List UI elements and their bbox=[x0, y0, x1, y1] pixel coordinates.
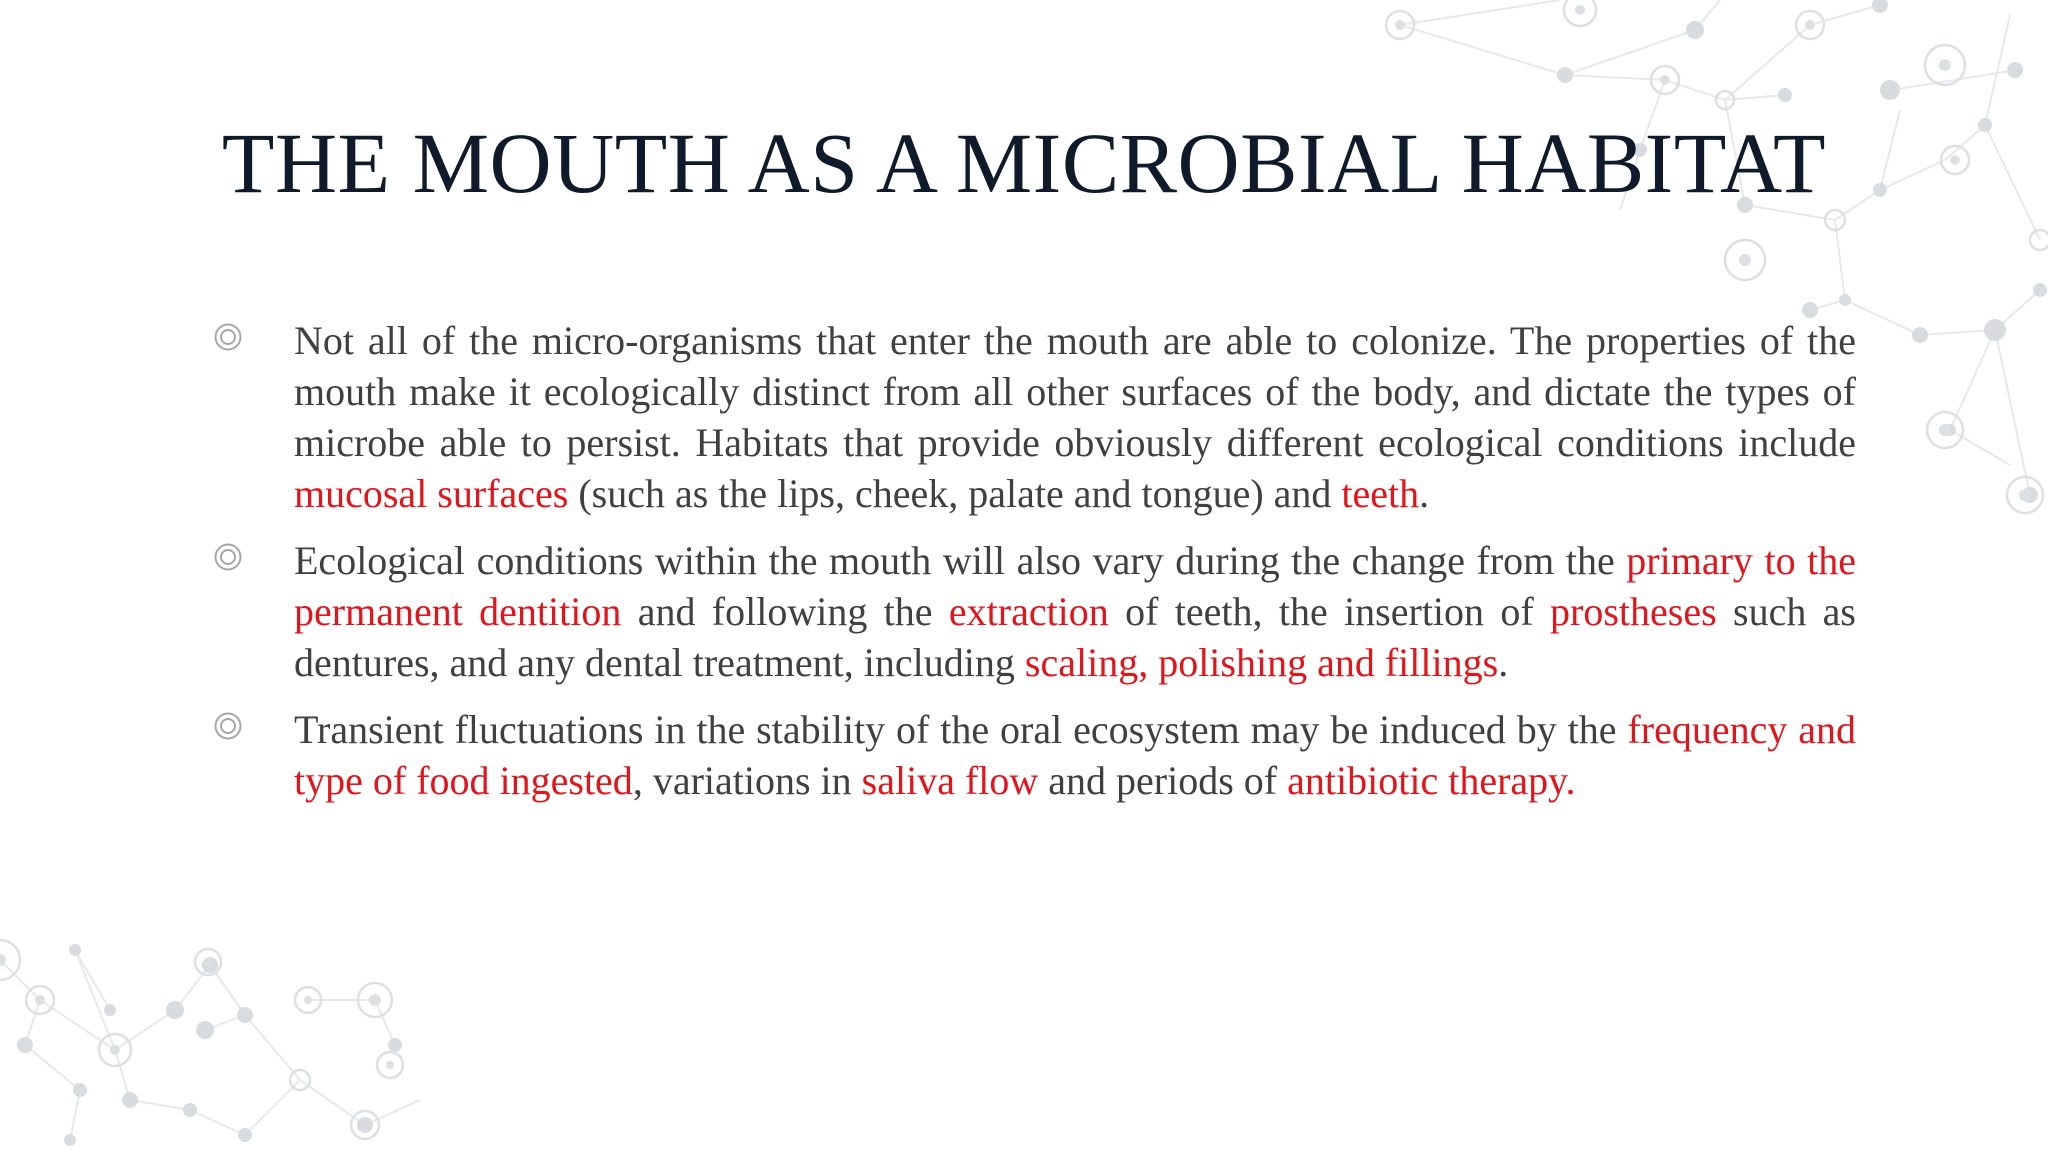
slide-title: THE MOUTH AS A MICROBIAL HABITAT bbox=[221, 115, 1827, 211]
bullet-text-segment: Ecological conditions within the mouth will also vary during the change from the bbox=[294, 538, 1627, 583]
bullet-text-segment: Transient fluctuations in the stability of the oral ecosystem may be induced by the bbox=[294, 707, 1628, 752]
highlight-text: extraction bbox=[948, 589, 1109, 634]
highlight-text: antibiotic therapy. bbox=[1287, 758, 1576, 803]
highlight-text: frequency and type of food ingested bbox=[294, 707, 1857, 803]
bullet-text-segment: of teeth, the insertion of bbox=[1108, 589, 1551, 634]
highlight-text: prostheses bbox=[1550, 589, 1717, 634]
highlight-text: scaling, polishing and fillings bbox=[1024, 640, 1499, 685]
highlight-text: teeth bbox=[1341, 471, 1420, 516]
double-circle-icon bbox=[214, 543, 242, 571]
double-circle-icon bbox=[214, 323, 242, 351]
bullet-text-segment: (such as the lips, cheek, palate and tongue) and bbox=[568, 471, 1342, 516]
bullet-text-segment: . bbox=[1419, 471, 1430, 516]
bullet-text-segment: and following the bbox=[621, 589, 949, 634]
bullet-text bbox=[294, 538, 1856, 685]
double-circle-icon bbox=[214, 712, 242, 740]
bullet-text-segment: . bbox=[1498, 640, 1509, 685]
bullet-item bbox=[206, 535, 1856, 688]
bullet-item bbox=[206, 704, 1856, 806]
highlight-text: mucosal surfaces bbox=[294, 471, 569, 516]
bullet-item bbox=[206, 315, 1856, 519]
bullet-text-segment: such as dentures, and any dental treatment, including bbox=[294, 589, 1857, 685]
highlight-text: primary to the permanent dentition bbox=[294, 538, 1856, 634]
bullet-text bbox=[294, 707, 1856, 803]
bullet-text-segment: , variations in bbox=[632, 758, 862, 803]
bullet-text bbox=[294, 318, 1856, 516]
highlight-text: saliva flow bbox=[861, 758, 1039, 803]
bullet-text-segment: and periods of bbox=[1038, 758, 1288, 803]
bullet-text-segment: Not all of the micro-organisms that enter the mouth are able to colonize. The properties of the mouth make it ecologically distinct from all other surfaces of the body, and dictate the types of microbe able to persist. Habitats that provide obviously different ecological conditions include bbox=[294, 318, 1856, 465]
bullet-list bbox=[206, 315, 1856, 822]
